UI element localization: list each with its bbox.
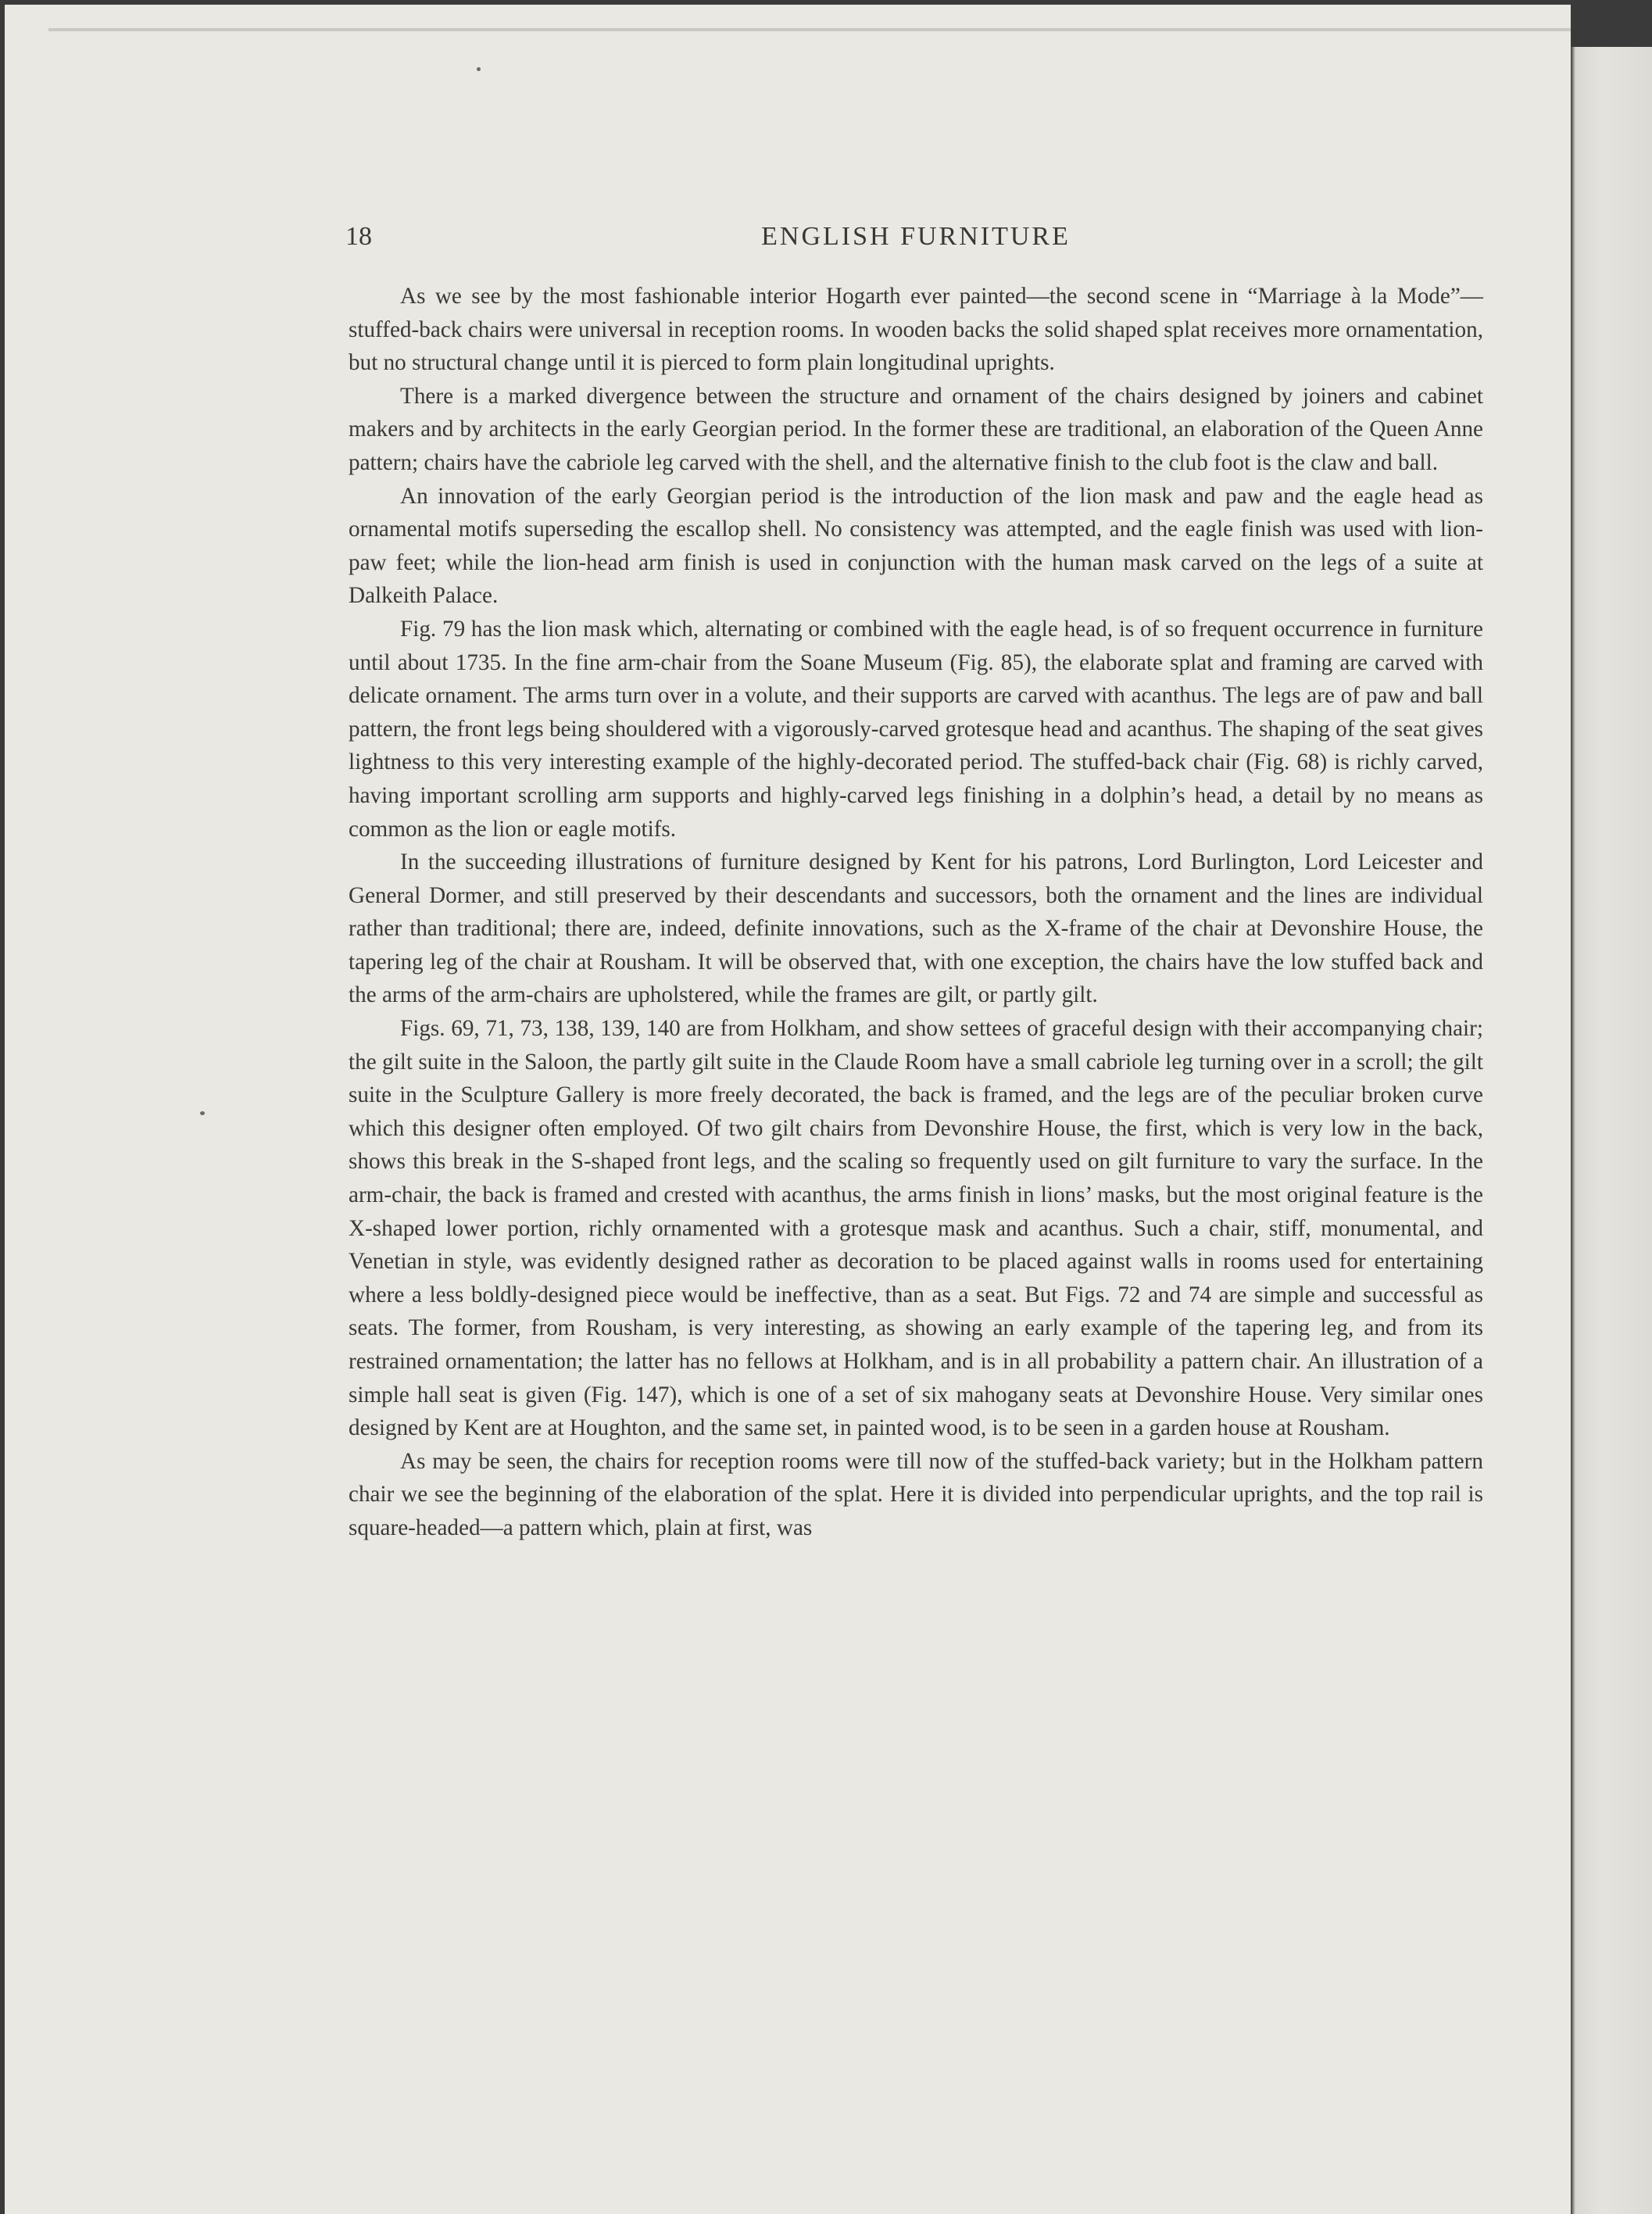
running-title: ENGLISH FURNITURE <box>761 222 1071 251</box>
ink-speck <box>200 1111 205 1115</box>
paragraph: Figs. 69, 71, 73, 138, 139, 140 are from Holkham, and show settees of graceful design with their accompanying chair; the gilt suite in the Saloon, the partly gilt suite in the Claude Room have a small cabriole leg turning over in a scroll; the gilt suite in the Sculpture Gallery is more freely decorated, the back is framed, and the legs are of the peculiar broken curve which this designer often employed. Of two gilt chairs from Devonshire House, the first, which is very low in the back, shows this break in the S-shaped front legs, and the scaling so frequently used on gilt furniture to vary the surface. In the arm-chair, the back is framed and crested with acanthus, the arms finish in lions’ masks, but the most original feature is the X-shaped lower portion, richly ornamented with a grotesque mask and acanthus. Such a chair, stiff, monumental, and Venetian in style, was evidently designed rather as decoration to be placed against walls in rooms used for entertaining where a less boldly-designed piece would be ineffective, than as a seat. But Figs. 72 and 74 are simple and successful as seats. The former, from Rousham, is very interesting, as showing an early example of the tapering leg, and from its restrained ornamentation; the latter has no fellows at Holkham, and is in all probability a pattern chair. An illustration of a simple hall seat is given (Fig. 147), which is one of a set of six mahogany seats at Devonshire House. Very similar ones designed by Kent are at Houghton, and the same set, in painted wood, is to be seen in a garden house at Rousham. <box>349 1016 1483 1441</box>
page-sheet <box>5 5 1571 2214</box>
paragraph: An innovation of the early Georgian period is the introduction of the lion mask and paw and the eagle head as ornamental motifs superseding the escallop shell. No consistency was attempted, and the eagle finish was used with lion-paw feet; while the lion-head arm finish is used in conjunction with the human mask carved on the legs of a suite at Dalkeith Palace. <box>349 483 1483 609</box>
paragraph: In the succeeding illustrations of furniture designed by Kent for his patrons, Lord Burlington, Lord Leicester and General Dormer, and still preserved by their descendants and successors, both the ornament and the lines are individual rather than traditional; there are, indeed, definite innovations, such as the X-frame of the chair at Devonshire House, the tapering leg of the chair at Rousham. It will be observed that, with one exception, the chairs have the low stuffed back and the arms of the arm-chairs are upholstered, while the frames are gilt, or partly gilt. <box>349 849 1483 1008</box>
paragraph: As we see by the most fashionable interior Hogarth ever painted—the second scene in “Marriage à la Mode”—stuffed-back chairs were universal in reception rooms. In wooden backs the solid shaped splat receives more ornamentation, but no structural change until it is pierced to form plain longitudinal uprights. <box>349 284 1483 376</box>
body-text <box>349 280 1483 1545</box>
adjacent-page-edge <box>1571 16 1652 2214</box>
paragraph: Fig. 79 has the lion mask which, alternating or combined with the eagle head, is of so frequent occurrence in furniture until about 1735. In the fine arm-chair from the Soane Museum (Fig. 85), the elaborate splat and framing are carved with delicate ornament. The arms turn over in a volute, and their supports are carved with acanthus. The legs are of paw and ball pattern, the front legs being shouldered with a vigorously-carved grotesque head and acanthus. The shaping of the seat gives lightness to this very interesting example of the highly-decorated period. The stuffed-back chair (Fig. 68) is richly carved, having important scrolling arm supports and highly-carved legs finishing in a dolphin’s head, a detail by no means as common as the lion or eagle motifs. <box>349 616 1483 842</box>
paragraph: As may be seen, the chairs for reception rooms were till now of the stuffed-back variety; but in the Holkham pattern chair we see the beginning of the elaboration of the splat. Here it is divided into perpendicular uprights, and the top rail is square-headed—a pattern which, plain at first, was <box>349 1448 1483 1540</box>
ink-speck <box>477 67 481 71</box>
running-head <box>345 217 1486 264</box>
paragraph: There is a marked divergence between the structure and ornament of the chairs designed by joiners and cabinet makers and by architects in the early Georgian period. In the former these are traditional, an elaboration of the Queen Anne pattern; chairs have the cabriole leg carved with the shell, and the alternative finish to the club foot is the claw and ball. <box>349 383 1483 475</box>
page-number: 18 <box>345 222 372 251</box>
